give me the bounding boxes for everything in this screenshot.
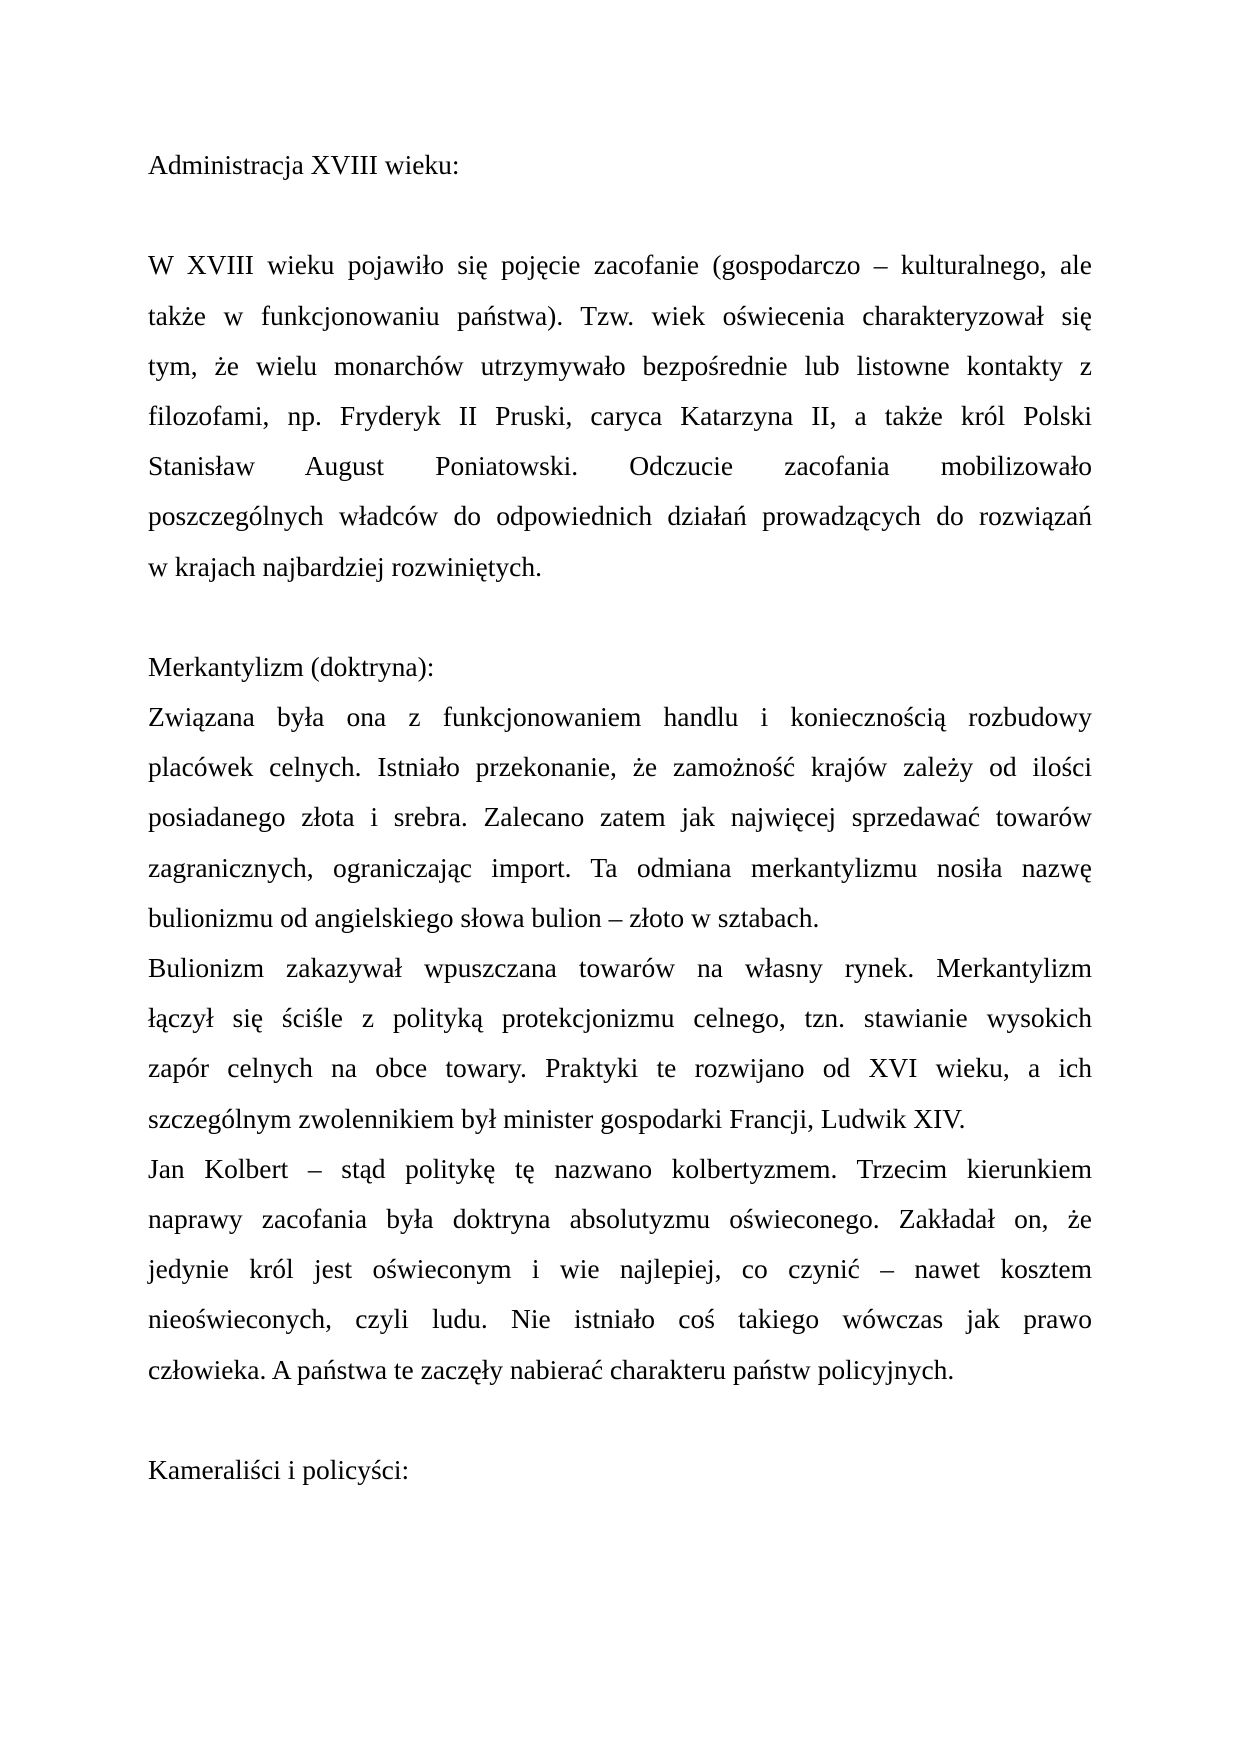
text-line: jedynie król jest oświeconym i wie najlepiej, co czynić – nawet kosztem bbox=[148, 1253, 1092, 1285]
paragraph bbox=[148, 943, 1092, 1144]
text-line: Związana była ona z funkcjonowaniem handlu i koniecznością rozbudowy bbox=[148, 701, 1092, 733]
section-heading: Administracja XVIII wieku: bbox=[148, 149, 460, 180]
text-line: szczególnym zwolennikiem był minister gospodarki Francji, Ludwik XIV. bbox=[148, 1102, 966, 1134]
text-line: zagranicznych, ograniczając import. Ta odmiana merkantylizmu nosiła nazwę bbox=[148, 851, 1092, 883]
paragraph bbox=[148, 240, 1092, 591]
text-line: naprawy zacofania była doktryna absolutyzmu oświeconego. Zakładał on, że bbox=[148, 1202, 1092, 1234]
text-line: poszczególnych władców do odpowiednich działań prowadzących do rozwiązań bbox=[148, 500, 1092, 532]
spacer bbox=[148, 1395, 1092, 1445]
paragraph bbox=[148, 692, 1092, 943]
text-line: W XVIII wieku pojawiło się pojęcie zacofanie (gospodarczo – kulturalnego, ale bbox=[148, 249, 1092, 281]
text-line: bulionizmu od angielskiego słowa bulion – złoto w sztabach. bbox=[148, 901, 820, 933]
section-heading: Merkantylizm (doktryna): bbox=[148, 650, 435, 682]
text-line: posiadanego złota i srebra. Zalecano zatem jak najwięcej sprzedawać towarów bbox=[148, 801, 1092, 833]
text-line: placówek celnych. Istniało przekonanie, że zamożność krajów zależy od ilości bbox=[148, 751, 1092, 783]
spacer bbox=[148, 190, 1092, 240]
text-line: łączył się ściśle z polityką protekcjonizmu celnego, tzn. stawianie wysokich bbox=[148, 1002, 1092, 1034]
text-line: tym, że wielu monarchów utrzymywało bezpośrednie lub listowne kontakty z bbox=[148, 349, 1092, 381]
section-heading: Kameraliści i policyści: bbox=[148, 1453, 410, 1485]
text-line: Bulionizm zakazywał wpuszczana towarów na własny rynek. Merkantylizm bbox=[148, 952, 1092, 983]
text-line: nieoświeconych, czyli ludu. Nie istniało coś takiego wówczas jak prawo bbox=[148, 1303, 1092, 1335]
document-page bbox=[148, 140, 1092, 1495]
paragraph bbox=[148, 1144, 1092, 1395]
text-line: Jan Kolbert – stąd politykę tę nazwano kolbertyzmem. Trzecim kierunkiem bbox=[148, 1152, 1092, 1184]
text-line: człowieka. A państwa te zaczęły nabierać charakteru państw policyjnych. bbox=[148, 1353, 955, 1385]
text-line: w krajach najbardziej rozwiniętych. bbox=[148, 550, 542, 582]
text-line: Stanisław August Poniatowski. Odczucie zacofania mobilizowało bbox=[148, 450, 1092, 482]
text-line: także w funkcjonowaniu państwa). Tzw. wiek oświecenia charakteryzował się bbox=[148, 299, 1092, 331]
spacer bbox=[148, 592, 1092, 642]
text-line: filozofami, np. Fryderyk II Pruski, caryca Katarzyna II, a także król Polski bbox=[148, 399, 1092, 431]
text-line: zapór celnych na obce towary. Praktyki te rozwijano od XVI wieku, a ich bbox=[148, 1052, 1092, 1084]
